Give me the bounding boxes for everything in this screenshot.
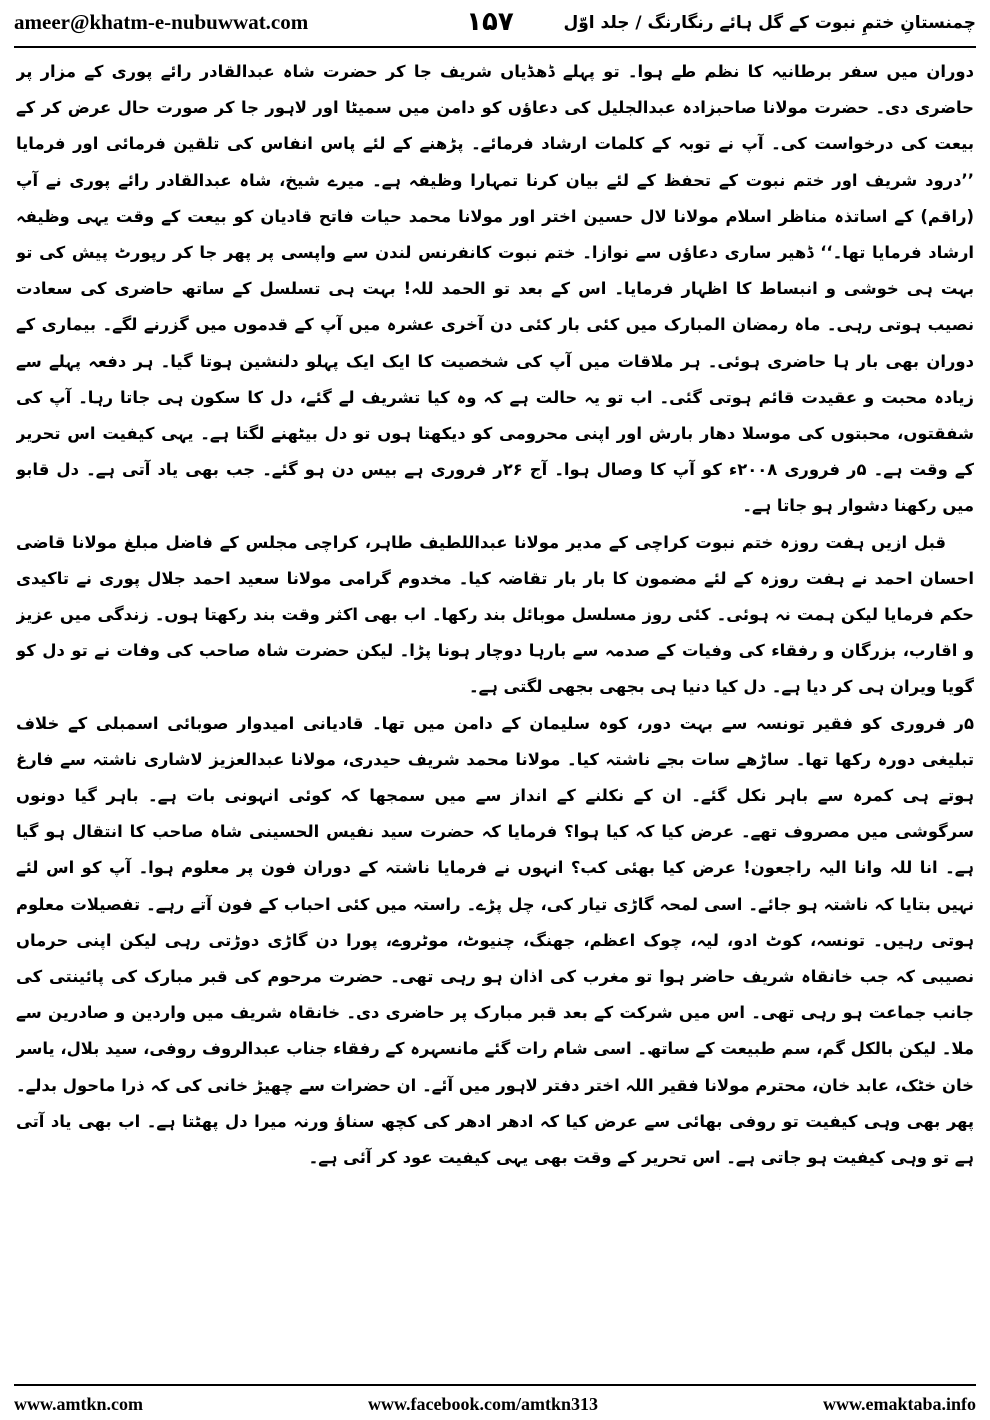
footer-divider xyxy=(14,1384,976,1386)
footer-link-emaktaba[interactable]: www.emaktaba.info xyxy=(822,1393,976,1414)
header-email: ameer@khatm-e-nubuwwat.com xyxy=(14,9,309,34)
footer-link-amtkn[interactable]: www.amtkn.com xyxy=(14,1393,143,1414)
book-title: چمنستانِ ختمِ نبوت کے گل ہائے رنگارنگ / جلد اوّل xyxy=(563,12,976,33)
paragraph-2: قبل ازیں ہفت روزہ ختم نبوت کراچی کے مدیر مولانا عبداللطیف طاہر، کراچی مجلس کے فاضل مبلغ مولانا قاضی احسان احمد نے ہفت روزہ کے لئے مضمون کا بار بار تقاضہ کیا۔ مخدوم گرامی مولانا سعید احمد جلال پوری نے تاکیدی حکم فرمایا لیکن ہمت نہ ہوئی۔ کئی روز مسلسل موبائل بند رکھا۔ اب بھی اکثر وقت بند رکھتا ہوں۔ زندگی میں عزیز و اقارب، بزرگان و رفقاء کی وفیات کے صدمہ سے بارہا دوچار ہونا پڑا۔ لیکن حضرت شاہ صاحب کی وفات نے تو دل کو گویا ویران ہی کر دیا ہے۔ دل کیا دنیا ہی بجھی بجھی لگتی ہے۔ xyxy=(16,532,974,697)
page-footer xyxy=(14,1390,976,1418)
page-body xyxy=(16,54,974,1379)
header-divider xyxy=(14,46,976,48)
paragraph-1: دوران میں سفر برطانیہ کا نظم طے ہوا۔ تو پہلے ڈھڈیاں شریف جا کر حضرت شاہ عبدالقادر رائے پوری کے مزار پر حاضری دی۔ حضرت مولانا صاحبزادہ عبدالجلیل کی دعاؤں کو دامن میں سمیٹا اور لاہور جا کر صورت حال عرض کر کے بیعت کی درخواست کی۔ آپ نے توبہ کے کلمات ارشاد فرمائے۔ پڑھنے کے لئے پاس انفاس کی تلقین فرمائی اور فرمایا ’’درود شریف اور ختم نبوت کے تحفظ کے لئے بیان کرنا تمہارا وظیفہ ہے۔ میرے شیخ، شاہ عبدالقادر رائے پوری نے آپ (راقم) کے اساتذہ مناظر اسلام مولانا لال حسین اختر اور مولانا محمد حیات فاتح قادیان کو بیعت کے وقت یہی وظیفہ ارشاد فرمایا تھا۔‘‘ ڈھیر ساری دعاؤں سے نوازا۔ ختم نبوت کانفرنس لندن سے واپسی پر پھر جا کر رپورٹ پیش کی تو بہت ہی خوشی و انبساط کا اظہار فرمایا۔ اس کے بعد تو الحمد للہ! بہت ہی تسلسل کے ساتھ حاضری کی سعادت نصیب ہوتی رہی۔ ماہ رمضان المبارک میں کئی بار کئی دن آخری عشرہ میں آپ کے قدموں میں گزرنے لگے۔ بیماری کے دوران بھی بار ہا حاضری ہوئی۔ ہر ملاقات میں آپ کی شخصیت کا ایک ایک پہلو دلنشین ہوتا گیا۔ ہر دفعہ پہلے سے زیادہ محبت و عقیدت قائم ہوتی گئی۔ اب تو یہ حالت ہے کہ وہ کیا تشریف لے گئے، دل کا سکون ہی جاتا رہا۔ آپ کی شفقتوں، محبتوں کی موسلا دھار بارش اور اپنی محرومی کو دیکھتا ہوں تو دل بیٹھنے لگتا ہے۔ یہی کیفیت اس تحریر کے وقت ہے۔ ۵ر فروری ۲۰۰۸ء کو آپ کا وصال ہوا۔ آج ۲۶ر فروری ہے بیس دن ہو گئے۔ جب بھی یاد آتی ہے۔ دل قابو میں رکھنا دشوار ہو جاتا ہے۔ xyxy=(16,62,974,516)
paragraph-3: ۵ر فروری کو فقیر تونسہ سے بہت دور، کوہ سلیمان کے دامن میں تھا۔ قادیانی امیدوار صوبائی اسمبلی کے خلاف تبلیغی دورہ رکھا تھا۔ ساڑھے سات بجے ناشتہ کیا۔ مولانا محمد شریف حیدری، مولانا عبدالعزیز لاشاری ناشتہ سے فارغ ہوتے ہی کمرہ سے باہر نکل گئے۔ ان کے نکلنے کے انداز سے میں سمجھا کہ کوئی انہونی بات ہے۔ باہر گیا دونوں سرگوشی میں مصروف تھے۔ عرض کیا کہ کیا ہوا؟ فرمایا کہ حضرت سید نفیس الحسینی شاہ صاحب کا انتقال ہو گیا ہے۔ انا للہ وانا الیہ راجعون! عرض کیا بھئی کب؟ انہوں نے فرمایا ناشتہ کے دوران فون پر معلوم ہوا۔ آپ کو اس لئے نہیں بتایا کہ ناشتہ ہو جائے۔ اسی لمحہ گاڑی تیار کی، چل پڑے۔ راستہ میں کئی احباب کے فون آتے رہے۔ تفصیلات معلوم ہوتی رہیں۔ تونسہ، کوٹ ادو، لیہ، چوک اعظم، جھنگ، چنیوٹ، موٹروے، پورا دن گاڑی دوڑتی رہی لیکن اپنی حرماں نصیبی کہ جب خانقاہ شریف حاضر ہوا تو مغرب کی اذان ہو رہی تھی۔ حضرت مرحوم کی قبر مبارک کی پائینتی کی جانب جماعت ہو رہی تھی۔ اس میں شرکت کے بعد قبر مبارک پر حاضری دی۔ خانقاہ شریف میں واردین و صادرین سے ملا۔ لیکن بالکل گم، سم طبیعت کے ساتھ۔ اسی شام رات گئے مانسہرہ کے رفقاء جناب عبدالروف روفی، سید بلال، یاسر خان خٹک، عابد خان، محترم مولانا فقیر اللہ اختر دفتر لاہور میں آئے۔ ان حضرات سے چھیڑ خانی کی کہ ذرا ماحول بدلے۔ پھر بھی وہی کیفیت تو روفی بھائی سے عرض کیا کہ ادھر ادھر کی کچھ سناؤ ورنہ میرا دل پھٹتا ہے۔ اب بھی یاد آتی ہے تو وہی کیفیت ہو جاتی ہے۔ اس تحریر کے وقت بھی یہی کیفیت عود کر آئی ہے۔ xyxy=(16,713,974,1168)
page-header xyxy=(14,0,976,44)
page-number: ۱۵۷ xyxy=(466,7,514,37)
footer-link-facebook[interactable]: www.facebook.com/amtkn313 xyxy=(367,1393,598,1414)
